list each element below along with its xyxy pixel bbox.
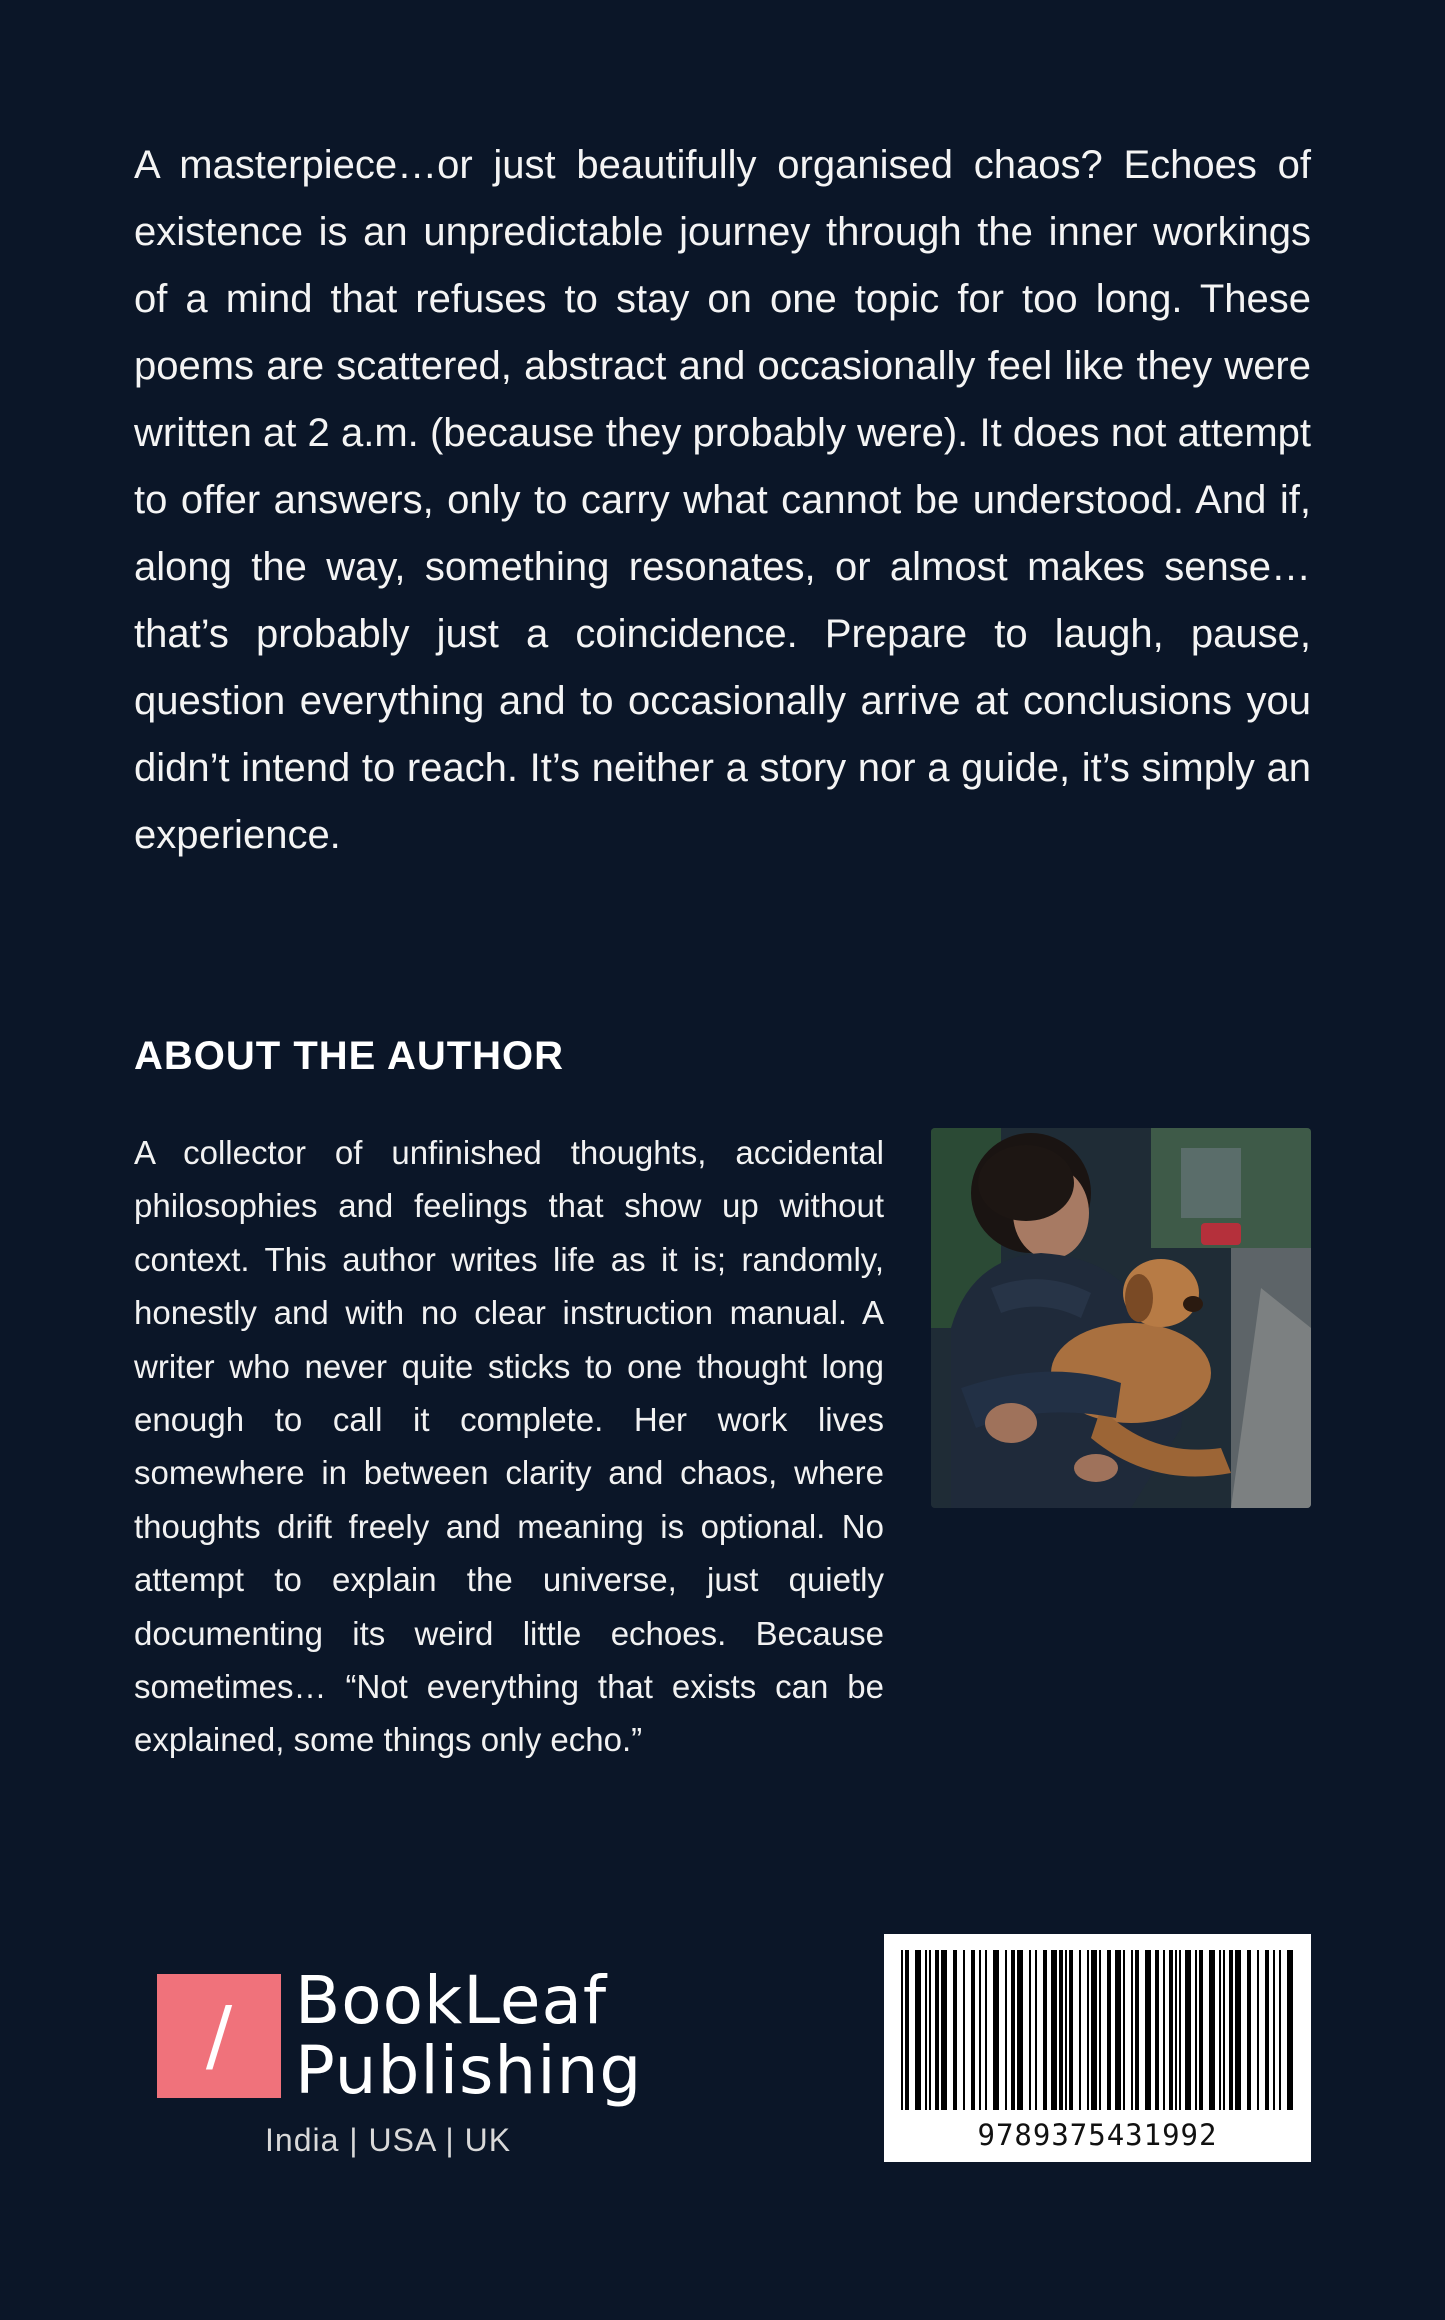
- barcode-bar: [1145, 1950, 1151, 2110]
- about-author-text: A collector of unfinished thoughts, accidental philosophies and feelings that show up without context. This author writes life as it is; randomly, honestly and with no clear instruction manual. A writer who never quite sticks to one thought long enough to call it complete. Her work lives somewhere in between clarity and chaos, where thoughts drift freely and meaning is optional. No attempt to explain the universe, just quietly documenting its weird little echoes. Because sometimes… “Not everything that exists can be explained, some things only echo.”: [134, 1134, 884, 1759]
- isbn-barcode: [884, 1934, 1311, 2162]
- barcode-bar: [1287, 1950, 1293, 2110]
- barcode-bar: [1273, 1950, 1275, 2110]
- barcode-bar: [1107, 1950, 1111, 2110]
- barcode-bar: [1175, 1950, 1177, 2110]
- barcode-bar: [1169, 1950, 1173, 2110]
- back-cover-blurb: A masterpiece…or just beautifully organised chaos? Echoes of existence is an unpredictable journey through the inner workings of a mind that refuses to stay on one topic for too long. These poems are scattered, abstract and occasionally feel like they were written at 2 a.m. (because they probably were). It does not attempt to offer answers, only to carry what cannot be understood. And if, along the way, something resonates, or almost makes sense…that’s probably just a coincidence. Prepare to laugh, pause, question everything and to occasionally arrive at conclusions you didn’t intend to reach. It’s neither a story nor a guide, it’s simply an experience.: [134, 143, 1311, 857]
- barcode-bar: [1123, 1950, 1125, 2110]
- barcode-bar: [1209, 1950, 1215, 2110]
- barcode-bar: [1011, 1950, 1015, 2110]
- barcode-bar: [1079, 1950, 1081, 2110]
- barcode-bar: [971, 1950, 975, 2110]
- barcode-bar: [1029, 1950, 1031, 2110]
- barcode-bar: [1257, 1950, 1259, 2110]
- barcode-bar: [963, 1950, 965, 2110]
- barcode-bar: [1179, 1950, 1181, 2110]
- barcode-bar: [1017, 1950, 1023, 2110]
- barcode-bar: [905, 1950, 909, 2110]
- barcode-bar: [1199, 1950, 1203, 2110]
- barcode-bar: [1131, 1950, 1133, 2110]
- barcode-bar: [953, 1950, 957, 2110]
- barcode-bar: [1163, 1950, 1165, 2110]
- barcode-bar: [1115, 1950, 1121, 2110]
- barcode-bar: [1247, 1950, 1251, 2110]
- barcode-bar: [1195, 1950, 1197, 2110]
- logo-slash-icon: /: [205, 1991, 233, 2081]
- barcode-bar: [1059, 1950, 1063, 2110]
- publisher-regions: India | USA | UK: [265, 2122, 512, 2158]
- about-author-heading: ABOUT THE AUTHOR: [134, 1034, 565, 1078]
- barcode-bar: [935, 1950, 939, 2110]
- barcode-bar: [1229, 1950, 1233, 2110]
- bookleaf-publishing-logo: [157, 1962, 643, 2162]
- barcode-bar: [993, 1950, 999, 2110]
- barcode-bar: [1091, 1950, 1097, 2110]
- isbn-number: 9789375431992: [977, 2118, 1218, 2152]
- barcode-bar: [1065, 1950, 1067, 2110]
- barcode-bar: [1279, 1950, 1281, 2110]
- publisher-name-line2: Publishing: [295, 2032, 643, 2109]
- logo-mark: [157, 1974, 281, 2098]
- publisher-name-line1: BookLeaf: [295, 1962, 608, 2039]
- barcode-bar: [929, 1950, 931, 2110]
- barcode-bar: [1069, 1950, 1073, 2110]
- barcode-bar: [1185, 1950, 1191, 2110]
- barcode-bar: [1051, 1950, 1057, 2110]
- barcode-bar: [985, 1950, 987, 2110]
- barcode-bar: [1219, 1950, 1221, 2110]
- barcode-bar: [901, 1950, 903, 2110]
- barcode-bar: [979, 1950, 981, 2110]
- author-photo-illustration: [931, 1128, 1311, 1508]
- barcode-bar: [1135, 1950, 1139, 2110]
- barcode-bar: [1235, 1950, 1241, 2110]
- author-photo: [931, 1128, 1311, 1508]
- barcode-bar: [1223, 1950, 1225, 2110]
- barcode-bar: [1099, 1950, 1101, 2110]
- barcode-bar: [1155, 1950, 1159, 2110]
- barcode-bar: [1265, 1950, 1269, 2110]
- barcode-bar: [925, 1950, 927, 2110]
- barcode-bar: [1005, 1950, 1007, 2110]
- barcode-bar: [1035, 1950, 1037, 2110]
- barcode-bar: [1087, 1950, 1089, 2110]
- barcode-bar: [941, 1950, 947, 2110]
- barcode-bar: [1043, 1950, 1047, 2110]
- barcode-bar: [915, 1950, 921, 2110]
